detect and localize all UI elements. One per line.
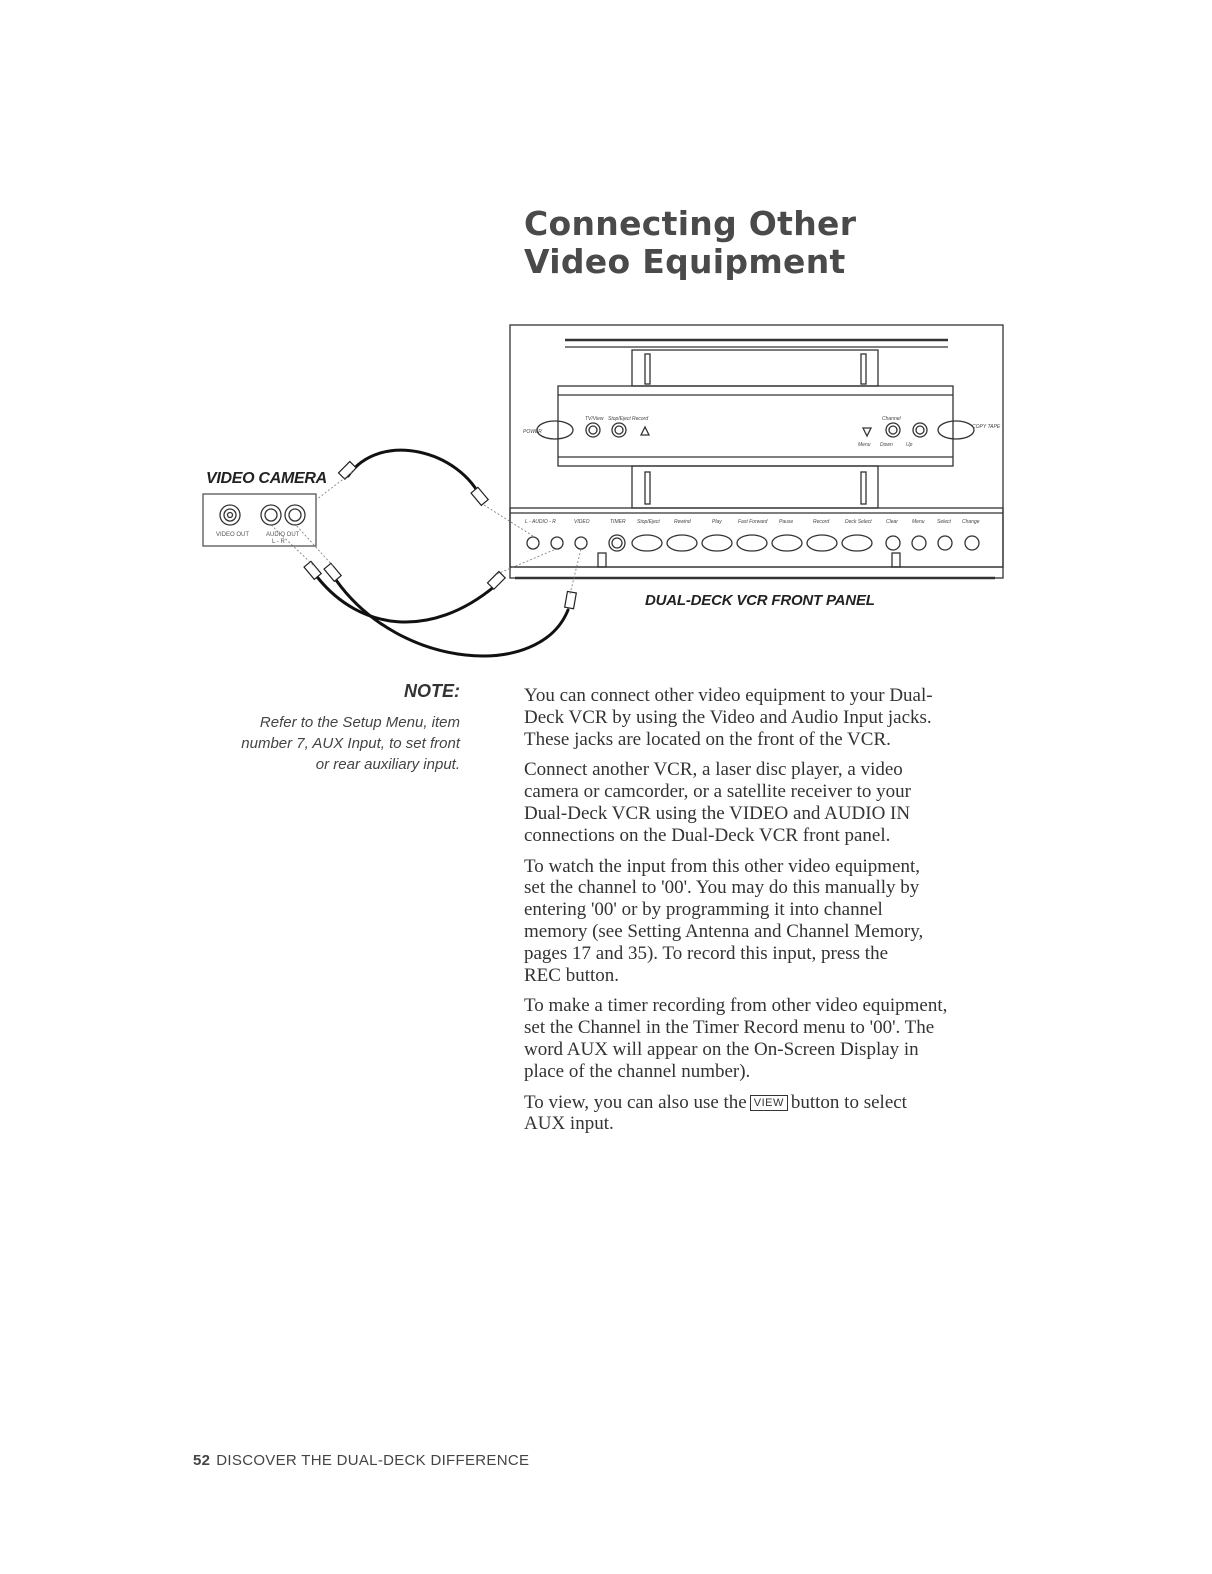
title-line-2: Video Equipment [524, 242, 846, 281]
down-label: Down [880, 442, 893, 448]
play-button [702, 535, 732, 551]
plug-vcr-audio-l [488, 572, 506, 590]
video-cable [348, 450, 482, 500]
audio-l-jack [527, 537, 539, 549]
channel-label: Channel [882, 416, 901, 422]
stop-eject-button-top [612, 423, 626, 437]
plug-vcr-video [471, 487, 488, 505]
p2-line-2: camera or camcorder, or a satellite receiver to your [524, 781, 911, 803]
p4-line-4: place of the channel number). [524, 1060, 751, 1082]
stop-eject-button [632, 535, 662, 551]
footer-text: DISCOVER THE DUAL-DECK DIFFERENCE [216, 1452, 530, 1469]
plug-camera-audio-l [304, 561, 321, 579]
p5-after: button to select [790, 1091, 907, 1113]
p3-line-6: REC button. [524, 964, 620, 986]
select-label: Select [937, 519, 951, 525]
page-footer [193, 1452, 529, 1469]
video-jack-label: VIDEO [574, 519, 590, 525]
p5-before: To view, you can also use the [524, 1091, 747, 1113]
pause-button [772, 535, 802, 551]
page-number: 52 [193, 1452, 211, 1469]
note-body [240, 712, 460, 775]
record-top-label: Record [632, 416, 649, 422]
clear-button [886, 536, 900, 550]
vcr-body [510, 325, 1003, 578]
p1-line-2: Deck VCR by using the Video and Audio Input jacks. [524, 706, 932, 728]
camera-audio-lr-label: L - R [272, 539, 285, 545]
p4-line-2: set the Channel in the Timer Record menu to '00'. The [524, 1017, 935, 1039]
tv-view-label: TV/View [585, 416, 604, 422]
channel-up-button [886, 423, 900, 437]
fast-forward-button [737, 535, 767, 551]
p3-line-2: set the channel to '00'. You may do this manually by [524, 877, 920, 899]
p1-line-3: These jacks are located on the front of the VCR. [524, 728, 891, 750]
p3-line-4: memory (see Setting Antenna and Channel Memory, [524, 920, 924, 942]
copy-tape-button [938, 421, 974, 439]
plug-camera-video [339, 462, 357, 480]
deck-select-button [842, 535, 872, 551]
plug-vcr-audio-r [565, 591, 577, 608]
body-text [524, 685, 1014, 1144]
clear-label: Clear [886, 519, 898, 525]
select-button [938, 536, 952, 550]
title-line-1: Connecting Other [524, 204, 857, 243]
audio-jacks-label: L - AUDIO - R [525, 519, 556, 525]
p4-line-3: word AUX will appear on the On-Screen Display in [524, 1038, 919, 1060]
power-button [537, 421, 573, 439]
menu-label: Menu [912, 519, 925, 525]
p5-line-1 [524, 1092, 1014, 1114]
pause-label: Pause [779, 519, 794, 525]
paragraph-2 [524, 759, 1014, 846]
p2-line-1: Connect another VCR, a laser disc player, a video [524, 759, 903, 781]
note-line-2: number 7, AUX Input, to set front [241, 735, 460, 752]
rewind-label: Rewind [674, 519, 691, 525]
stop-eject-top-label: Stop/Eject [608, 416, 631, 422]
p4-line-1: To make a timer recording from other video equipment, [524, 995, 948, 1017]
menu-top-label: Menu [858, 442, 871, 448]
timer-label: TIMER [610, 519, 626, 525]
note-line-3: or rear auxiliary input. [315, 756, 460, 773]
record-label: Record [813, 519, 830, 525]
p3-line-1: To watch the input from this other video equipment, [524, 855, 921, 877]
menu-button [912, 536, 926, 550]
up-label: Up [906, 442, 913, 448]
view-key: VIEW [750, 1095, 788, 1111]
p2-line-3: Dual-Deck VCR using the VIDEO and AUDIO IN [524, 802, 911, 824]
p3-line-5: pages 17 and 35). To record this input, press the [524, 942, 888, 964]
camera-audio-r-jack [285, 505, 305, 525]
copy-tape-label: COPY TAPE [972, 424, 1001, 430]
camera-video-out-label: VIDEO OUT [216, 532, 250, 538]
audio-cable-2 [336, 580, 568, 656]
tv-view-button [586, 423, 600, 437]
note-heading: NOTE: [404, 681, 460, 701]
p2-line-4: connections on the Dual-Deck VCR front panel. [524, 824, 891, 846]
p3-line-3: entering '00' or by programming it into channel [524, 899, 883, 921]
fast-forward-label: Fast Forward [738, 519, 768, 525]
channel-down-button [863, 428, 871, 436]
audio-cable-1 [318, 578, 495, 622]
power-label: POWER [523, 429, 542, 435]
paragraph-5 [524, 1092, 1014, 1136]
change-button [965, 536, 979, 550]
audio-r-jack [551, 537, 563, 549]
change-label: Change [962, 519, 980, 525]
vcr-front-panel-label: DUAL-DECK VCR FRONT PANEL [645, 592, 875, 609]
p5-line-2: AUX input. [524, 1113, 614, 1135]
note-line-1: Refer to the Setup Menu, item [259, 714, 460, 731]
rewind-button [667, 535, 697, 551]
camera-audio-out-label: AUDIO OUT [266, 532, 300, 538]
p1-line-1: You can connect other video equipment to your Dual- [524, 685, 933, 706]
paragraph-4 [524, 995, 1014, 1082]
deck-select-label: Deck Select [845, 519, 872, 525]
record-button [807, 535, 837, 551]
video-camera-label: VIDEO CAMERA [206, 470, 327, 487]
video-jack [575, 537, 587, 549]
play-label: Play [712, 519, 722, 525]
camera-video-out-jack [220, 505, 240, 525]
stop-eject-label: Stop/Eject [637, 519, 660, 525]
paragraph-3 [524, 856, 1014, 987]
camera-audio-l-jack [261, 505, 281, 525]
connection-diagram [0, 0, 1212, 680]
paragraph-1 [524, 685, 1014, 750]
